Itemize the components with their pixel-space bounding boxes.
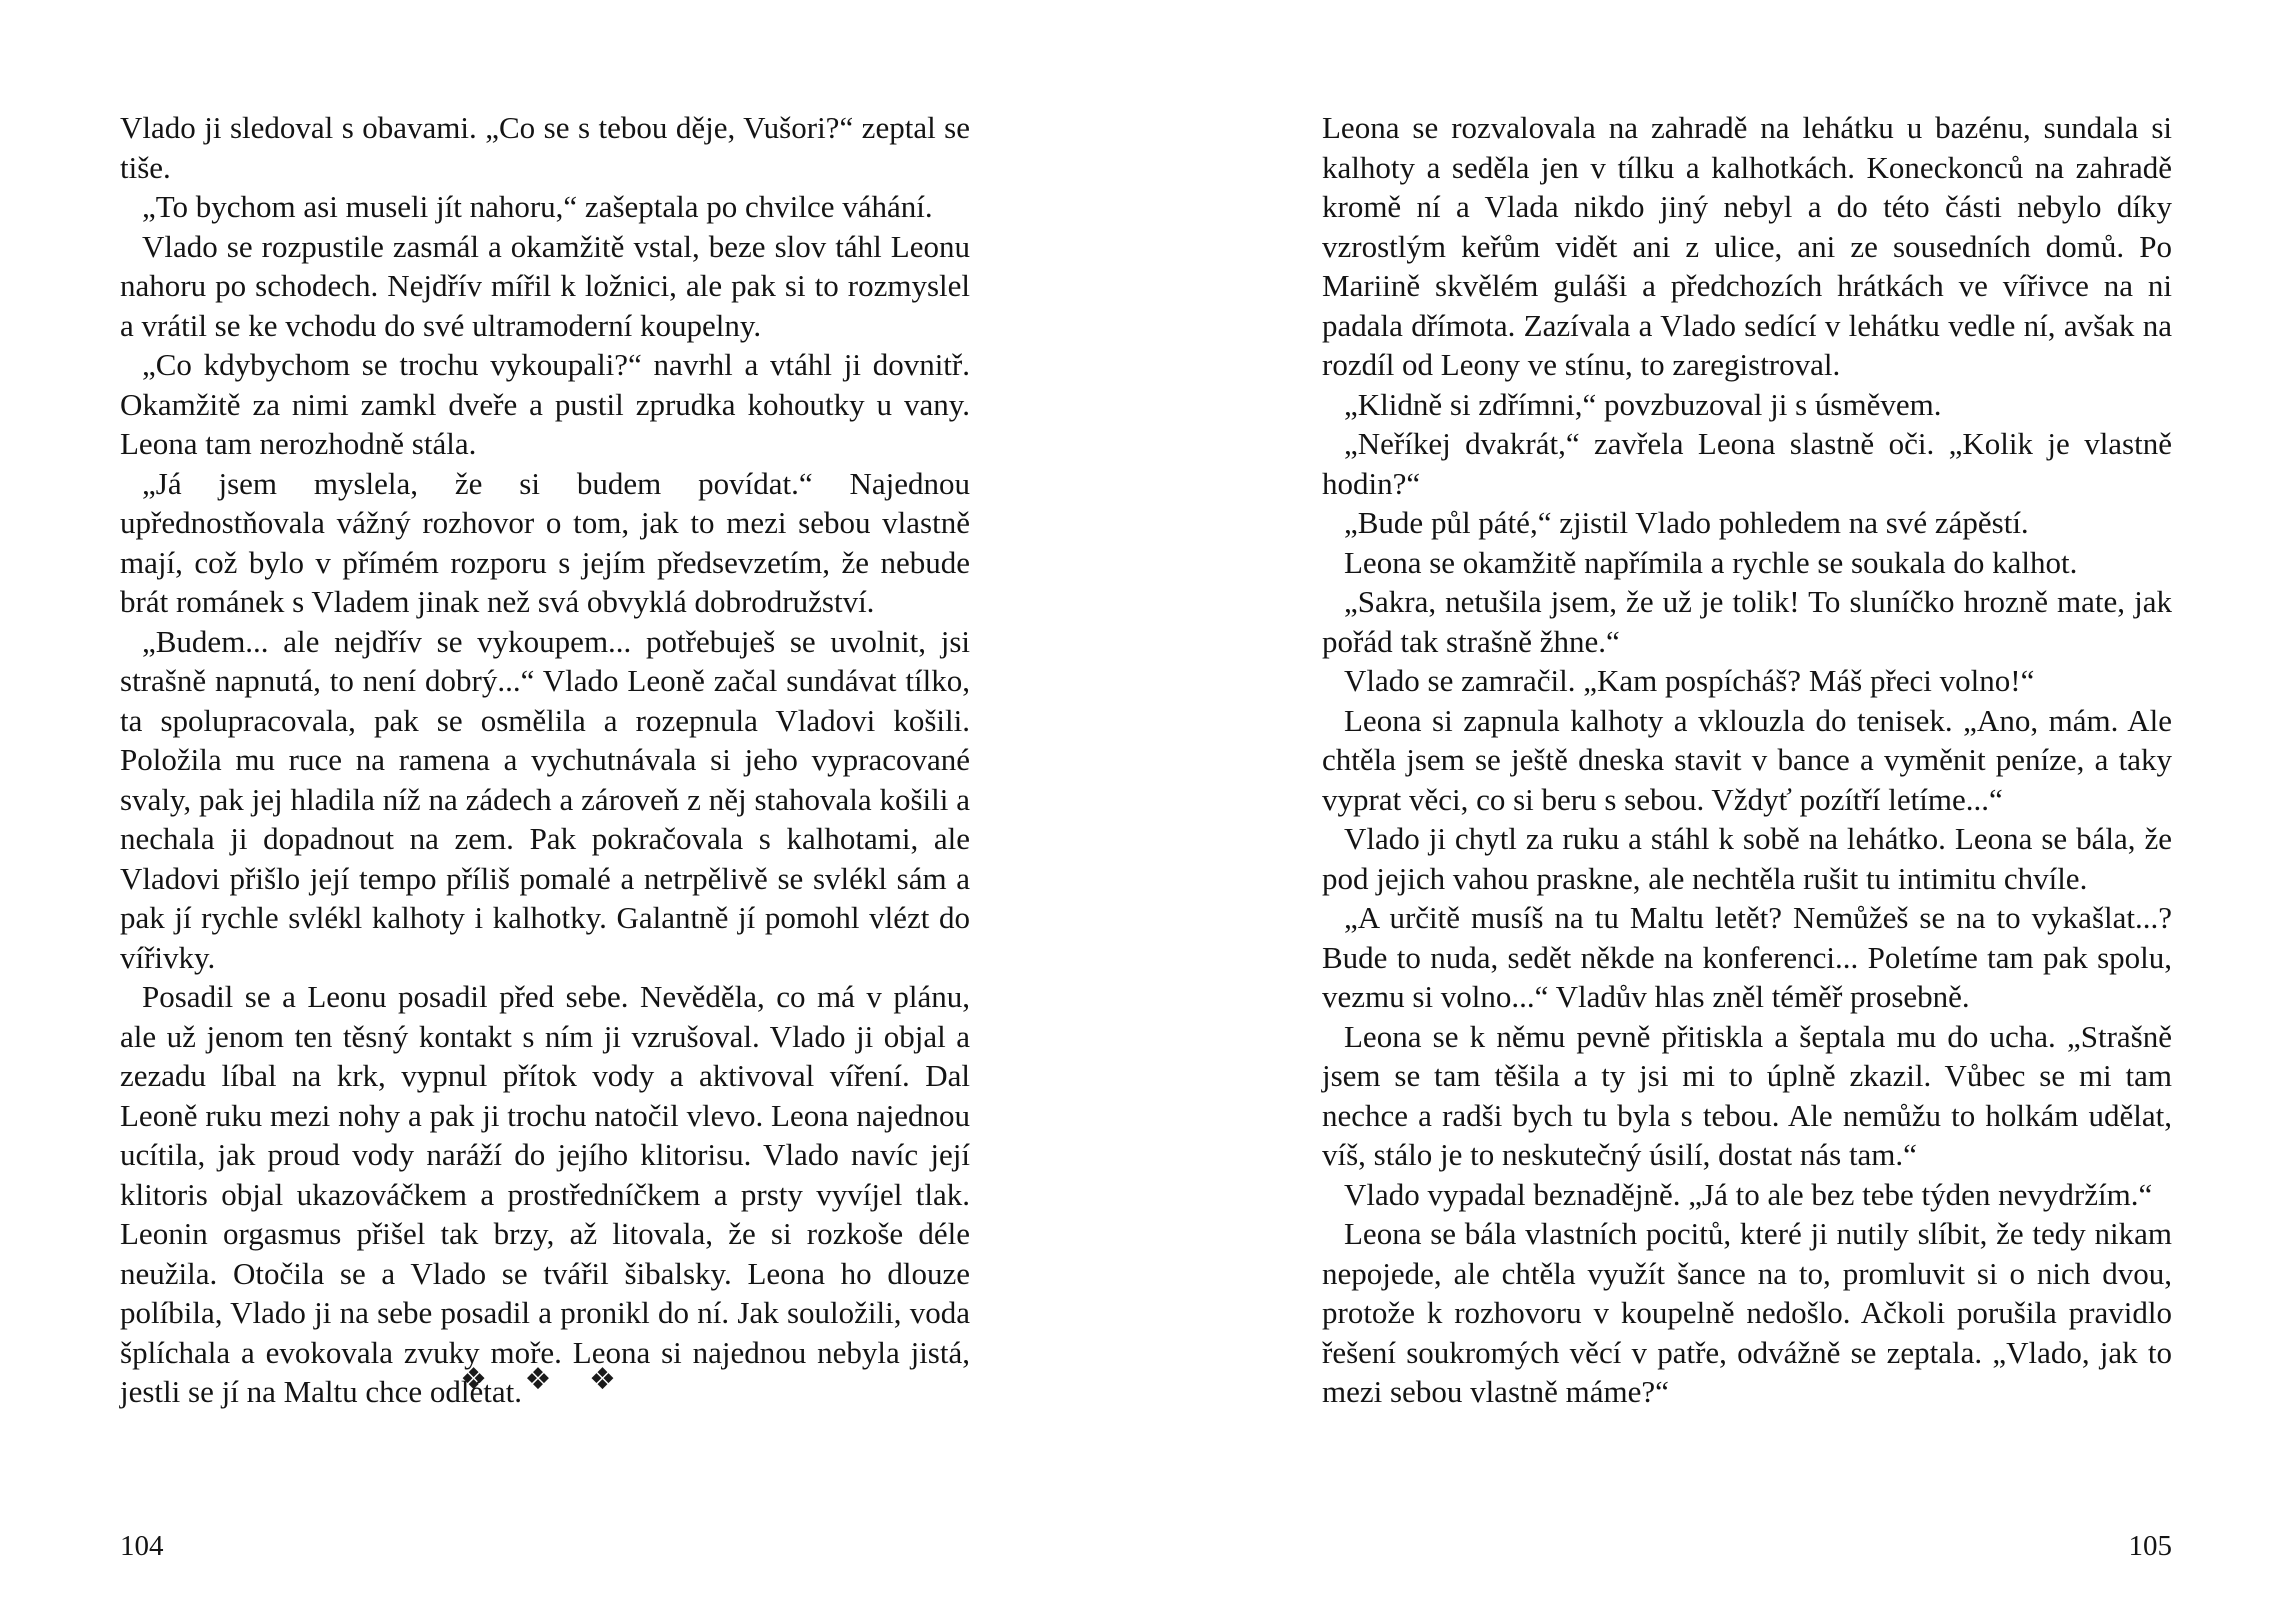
paragraph: „Bude půl páté,“ zjistil Vlado pohledem na své zápěstí. <box>1344 505 2029 540</box>
paragraph: Leona se k němu pevně přitiskla a šeptala mu do ucha. „Strašně jsem se tam těšila a ty jsi mi to úplně zkazil. Vůbec se mi tam nechce a radši bych tu byla s tebou. Ale nemůžu to holkám udělat, víš, stálo je to neskutečný úsilí, dostat nás tam.“ <box>1322 1018 2172 1172</box>
right-page <box>1142 0 2284 1615</box>
paragraph: Vlado ji sledoval s obavami. „Co se s tebou děje, Vušori?“ zeptal se tiše. <box>120 110 970 185</box>
paragraph: „Klidně si zdřímni,“ povzbuzoval ji s úsměvem. <box>1344 386 1942 422</box>
paragraph: „A určitě musíš na tu Maltu letět? Nemůžeš se na to vykašlat...? Bude to nuda, sedět někde na konferenci... Poletíme tam pak spolu, vezmu si volno...“ Vladův hlas zněl téměř prosebně. <box>1322 900 2172 1014</box>
paragraph: „Já jsem myslela, že si budem povídat.“ Najednou upřednostňovala vážný rozhovor o tom, jak to mezi sebou vlastně mají, což bylo v přímém rozporu s jejím předsevzetím, že nebude brát románek s Vladem jinak než svá obvyklá dobrodružství. <box>120 465 970 619</box>
paragraph: Leona se bála vlastních pocitů, které ji nutily slíbit, že tedy nikam nepojede, ale chtěla využít šance na to, promluvit si o nich dvou, protože k rozhovoru v koupelně nedošlo. Ačkoli porušila pravidlo řešení soukromých věcí v patře, odvážně se zeptala. „Vlado, jak to mezi sebou vlastně máme?“ <box>1322 1216 2172 1409</box>
paragraph: Leona si zapnula kalhoty a vklouzla do tenisek. „Ano, mám. Ale chtěla jsem se ještě dneska stavit v bance a vyměnit peníze, a taky vyprat věci, co si beru s sebou. Vždyť pozítří letíme...“ <box>1322 702 2172 817</box>
paragraph: Vlado se rozpustile zasmál a okamžitě vstal, beze slov táhl Leonu nahoru po schodech. Nejdřív mířil k ložnici, ale pak si to rozmyslel a vrátil se ke vchodu do své ultramoderní koupelny. <box>120 228 970 343</box>
left-page-text <box>120 108 970 1412</box>
paragraph: Leona se rozvalovala na zahradě na lehátku u bazénu, sundala si kalhoty a seděla jen v tílku a kalhotkách. Koneckonců na zahradě kromě ní a Vlada nikdo jiný nebyl a do této části nebylo díky vzrostlým keřům vidět ani z ulice, ani ze sousedních domů. Po Mariině skvělém guláši a předchozích hrátkách ve vířivce na ni padala dřímota. Zazívala a Vlado sedící v lehátku vedle ní, avšak na rozdíl od Leony ve stínu, to zaregistroval. <box>1322 110 2172 382</box>
paragraph: „Neříkej dvakrát,“ zavřela Leona slastně oči. „Kolik je vlastně hodin?“ <box>1322 426 2172 501</box>
paragraph: Vlado se zamračil. „Kam pospícháš? Máš přeci volno!“ <box>1344 663 2035 698</box>
paragraph: Posadil se a Leonu posadil před sebe. Nevěděla, co má v plánu, ale už jenom ten těsný kontakt s ním ji vzrušoval. Vlado ji objal a zezadu líbal na krk, vypnul přítok vody a aktivoval víření. Dal Leoně ruku mezi nohy a pak ji trochu natočil vlevo. Leona najednou ucítila, jak proud vody naráží do jejího klitorisu. Vlado navíc její klitoris objal ukazováčkem a prostředníčkem a prsty vyvíjel tlak. Leonin orgasmus přišel tak brzy, až litovala, že si rozkoše déle neužila. Otočila se a Vlado se tvářil šibalsky. Leona ho dlouze políbila, Vlado ji na sebe posadil a pronikl do ní. Jak souložili, voda šplíchala a evokovala zvuky moře. Leona si najednou nebyla jistá, jestli se jí na Maltu chce odlétat. <box>120 979 970 1409</box>
paragraph: Leona se okamžitě napřímila a rychle se soukala do kalhot. <box>1344 544 2078 580</box>
paragraph: „Budem... ale nejdřív se vykoupem... potřebuješ se uvolnit, jsi strašně napnutá, to není dobrý...“ Vlado Leoně začal sundávat tílko, ta spolupracovala, pak se osmělila a rozepnula Vladovi košili. Položila mu ruce na ramena a vychutnávala si jeho vypracované svaly, pak jej hladila níž na zádech a zároveň z něj stahovala košili a nechala ji dopadnout na zem. Pak pokračovala s kalhotami, ale Vladovi přišlo její tempo příliš pomalé a netrpělivě se svlékl sám a pak jí rychle svlékl kalhoty i kalhotky. Galantně jí pomohl vlézt do vířivky. <box>120 623 970 975</box>
paragraph: Vlado vypadal beznadějně. „Já to ale bez tebe týden nevydržím.“ <box>1344 1176 2153 1212</box>
section-separator: ❖ ❖ ❖ <box>460 1362 630 1397</box>
right-page-text <box>1322 108 2172 1412</box>
page-number-left: 104 <box>120 1530 164 1562</box>
page-number-right: 105 <box>2128 1530 2172 1562</box>
paragraph: Vlado ji chytl za ruku a stáhl k sobě na lehátko. Leona se bála, že pod jejich vahou praskne, ale nechtěla rušit tu intimitu chvíle. <box>1322 821 2172 896</box>
paragraph: „To bychom asi museli jít nahoru,“ zašeptala po chvilce váhání. <box>142 189 933 224</box>
paragraph: „Co kdybychom se trochu vykoupali?“ navrhl a vtáhl ji dovnitř. Okamžitě za nimi zamkl dveře a pustil zprudka kohoutky u vany. Leona tam nerozhodně stála. <box>120 347 970 461</box>
paragraph: „Sakra, netušila jsem, že už je tolik! To sluníčko hrozně mate, jak pořád tak strašně žhne.“ <box>1322 584 2172 659</box>
